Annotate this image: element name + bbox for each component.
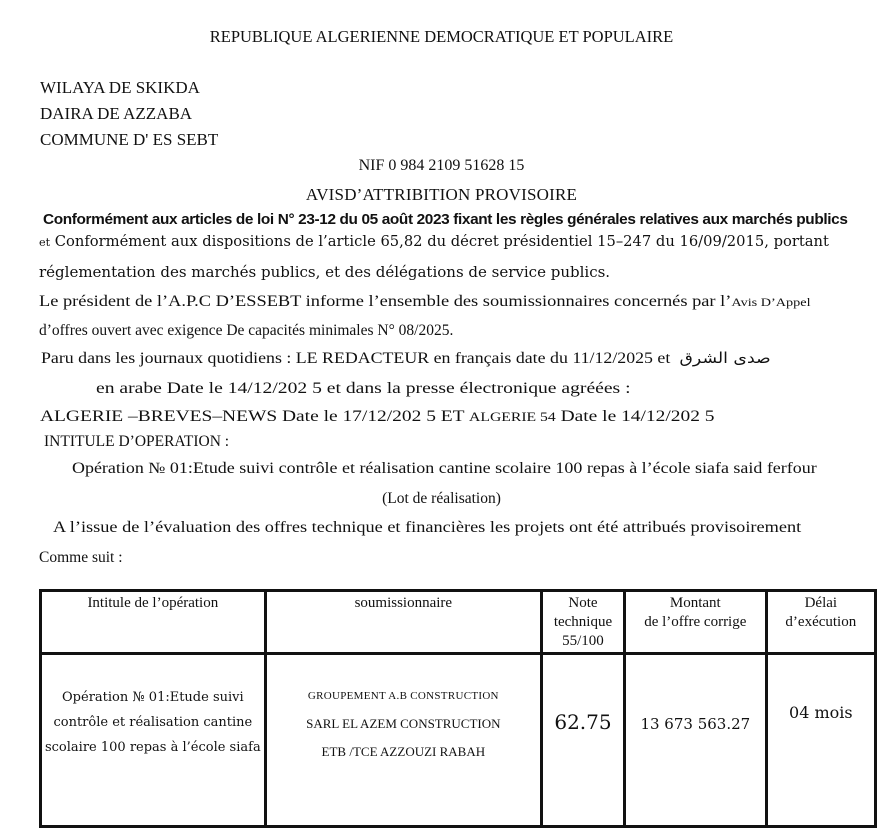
header-note-line: 55/100 (562, 633, 604, 649)
header-amount-line: de l’offre corrige (644, 614, 747, 630)
wilaya-line: WILAYA DE SKIKDA (40, 78, 200, 97)
daira-line: DAIRA DE AZZABA (40, 104, 193, 123)
header-note (541, 591, 624, 654)
header-operation: Intitule de l’opération (41, 591, 266, 654)
legal-basis-regulation: réglementation des marchés publics, et des délégations de service publics. (39, 263, 611, 281)
evaluation-statement: A l’issue de l’évaluation des offres technique et financières les projets ont été attribués provisoirement (53, 519, 802, 536)
cell-operation (41, 654, 266, 827)
cell-delay: 04 mois (766, 654, 875, 827)
bidder-line: SARL EL AZEM CONSTRUCTION (306, 716, 501, 731)
nif-line: NIF 0 984 2109 51628 15 (358, 157, 525, 174)
as-follows-label: Comme suit : (39, 549, 123, 566)
operation-heading: INTITULE D’OPERATION : (44, 433, 230, 450)
arabic-newspaper-name: صدى الشرق (679, 349, 771, 367)
notice-title: AVISD’ATTRIBITION PROVISOIRE (305, 185, 578, 204)
president-informs (39, 293, 811, 311)
decree-text: Conformément aux dispositions de l’article 65,82 du décret présidentiel 15–247 du 16/09/2015, portant (50, 234, 829, 250)
cell-bidder (265, 654, 541, 827)
header-bidder: soumissionnaire (265, 591, 541, 654)
publication-electronic (40, 408, 715, 426)
tender-reference: d’offres ouvert avec exigence De capacités minimales N° 08/2025. (39, 322, 454, 339)
header-delay-line: d’exécution (785, 614, 857, 630)
header-delay (766, 591, 875, 654)
table-row (41, 654, 876, 827)
header-note-line: technique (553, 614, 613, 630)
bidder-line: ETB /TCE AZZOUZI RABAH (321, 744, 486, 759)
avis-appel: Avis D’Appel (731, 295, 811, 309)
attribution-table (39, 589, 877, 828)
legal-basis-law: Conformément aux articles de loi N° 23-12 du 05 août 2023 fixant les règles générales relatives aux marchés publics (43, 212, 848, 228)
commune-line: COMMUNE D' ES SEBT (40, 130, 219, 149)
header-delay-line: Délai (804, 595, 838, 611)
republic-heading: REPUBLIQUE ALGERIENNE DEMOCRATIQUE ET POPULAIRE (209, 27, 674, 46)
legal-basis-decree (39, 234, 829, 250)
publication-arabic-date: en arabe Date le 14/12/202 5 et dans la presse électronique agréées : (96, 380, 631, 397)
lot-label: (Lot de réalisation) (382, 490, 501, 507)
president-text: Le président de l’A.P.C D’ESSEBT informe l’ensemble des soumissionnaires concernés par l’ (39, 293, 732, 310)
operation-line: contrôle et réalisation cantine (53, 715, 253, 730)
electronic-c: Date le 14/12/202 5 (555, 408, 715, 425)
operation-title: Opération № 01:Etude suivi contrôle et réalisation cantine scolaire 100 repas à l’école siafa said ferfour (72, 460, 817, 477)
publication-newspapers (41, 349, 771, 368)
electronic-a: ALGERIE –BREVES–NEWS Date le 17/12/202 5 ET (40, 408, 470, 425)
bidder-line: GROUPEMENT A.B CONSTRUCTION (307, 690, 499, 702)
prefix-et: et (39, 236, 51, 249)
header-amount (624, 591, 766, 654)
cell-amount: 13 673 563.27 (624, 654, 766, 827)
cell-note: 62.75 (541, 654, 624, 827)
header-amount-line: Montant (669, 595, 721, 611)
header-note-line: Note (568, 595, 598, 611)
newspaper-text: Paru dans les journaux quotidiens : LE REDACTEUR en français date du 11/12/2025 et (41, 350, 671, 367)
operation-line: Opération № 01:Etude suivi (62, 690, 244, 705)
operation-line: scolaire 100 repas à l’école siafa (44, 740, 261, 755)
table-header-row (41, 591, 876, 654)
electronic-b: ALGERIE 54 (469, 410, 556, 424)
